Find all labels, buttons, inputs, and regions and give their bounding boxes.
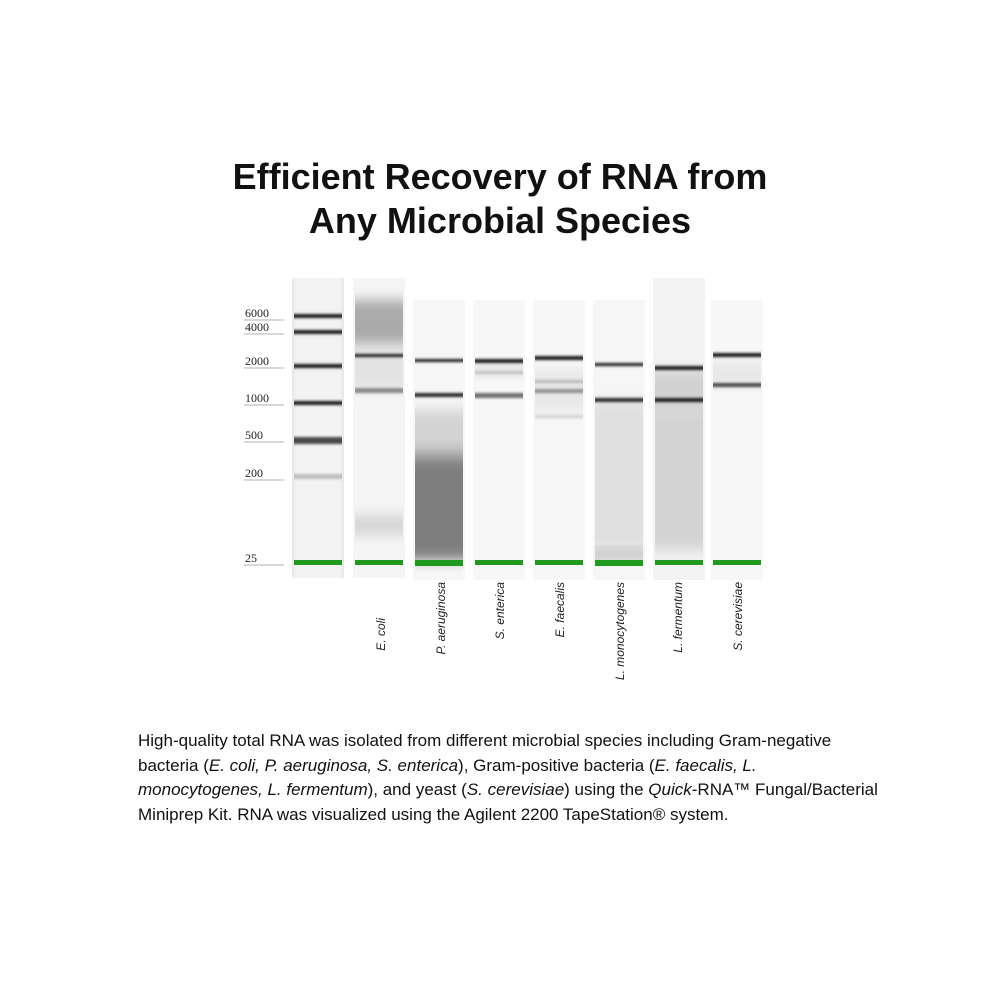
ladder-label-1000: 1000	[245, 391, 269, 405]
caption-yeast-species: S. cerevisiae	[466, 780, 565, 799]
lane-l-monocytogenes	[593, 300, 645, 580]
figure-caption	[138, 729, 878, 827]
lane-label-e-coli: E. coli	[374, 618, 388, 651]
ladder-labels	[244, 306, 284, 565]
ladder-band-2000	[294, 364, 342, 368]
lane-label-l-monocytogenes: L. monocytogenes	[613, 582, 627, 681]
page-title	[150, 155, 850, 243]
lane-s-cerevisiae	[711, 300, 763, 580]
ladder-label-500: 500	[245, 428, 263, 442]
caption-text-5: -RNA™ Fungal/Bacterial Miniprep Kit. RNA was visualized using the Agilent 2200 TapeStation® system.	[138, 780, 878, 824]
ladder-marker-25	[294, 560, 342, 565]
lane-label-s-cerevisiae: S. cerevisiae	[731, 582, 745, 651]
caption-text-4: ) using the	[564, 780, 649, 799]
lane-label-e-faecalis: E. faecalis	[553, 582, 567, 638]
caption-text-2: ), Gram-positive bacteria (	[458, 755, 655, 775]
ladder-label-4000: 4000	[245, 320, 269, 334]
caption-text-1: High-quality total RNA was isolated from different microbial species including Gram-negative bacteria (	[138, 731, 832, 775]
title-line-2: Any Microbial Species	[308, 200, 692, 241]
lane-label-l-fermentum: L. fermentum	[671, 582, 685, 653]
ladder-label-25: 25	[245, 551, 257, 565]
lane-s-enterica	[473, 300, 525, 580]
ladder-band-6000	[294, 314, 342, 318]
caption-gram-negative-species: E. coli, P. aeruginosa, S. enterica	[208, 755, 459, 775]
ladder-band-500	[294, 437, 342, 444]
ladder-label-200: 200	[245, 466, 263, 480]
gel-image	[230, 270, 770, 710]
lane-label-p-aeruginosa: P. aeruginosa	[434, 582, 448, 655]
ladder-band-1000	[294, 401, 342, 405]
ladder-band-4000	[294, 330, 342, 334]
lane-e-faecalis	[533, 300, 585, 580]
lane-e-coli	[353, 278, 405, 578]
lane-l-fermentum	[653, 278, 705, 580]
caption-gram-positive-species: E. faecalis, L. monocytogenes, L. fermentum	[138, 755, 757, 799]
ladder-band-200	[294, 474, 342, 479]
ladder-label-6000: 6000	[245, 306, 269, 320]
caption-kit-brand: Quick	[648, 780, 692, 799]
ladder-label-2000: 2000	[245, 354, 269, 368]
caption-text-3: ), and yeast (	[367, 780, 467, 799]
ladder-lane	[292, 278, 344, 578]
title-line-1: Efficient Recovery of RNA from	[232, 156, 768, 197]
lane-p-aeruginosa	[413, 300, 465, 580]
lane-label-s-enterica: S. enterica	[493, 582, 507, 640]
